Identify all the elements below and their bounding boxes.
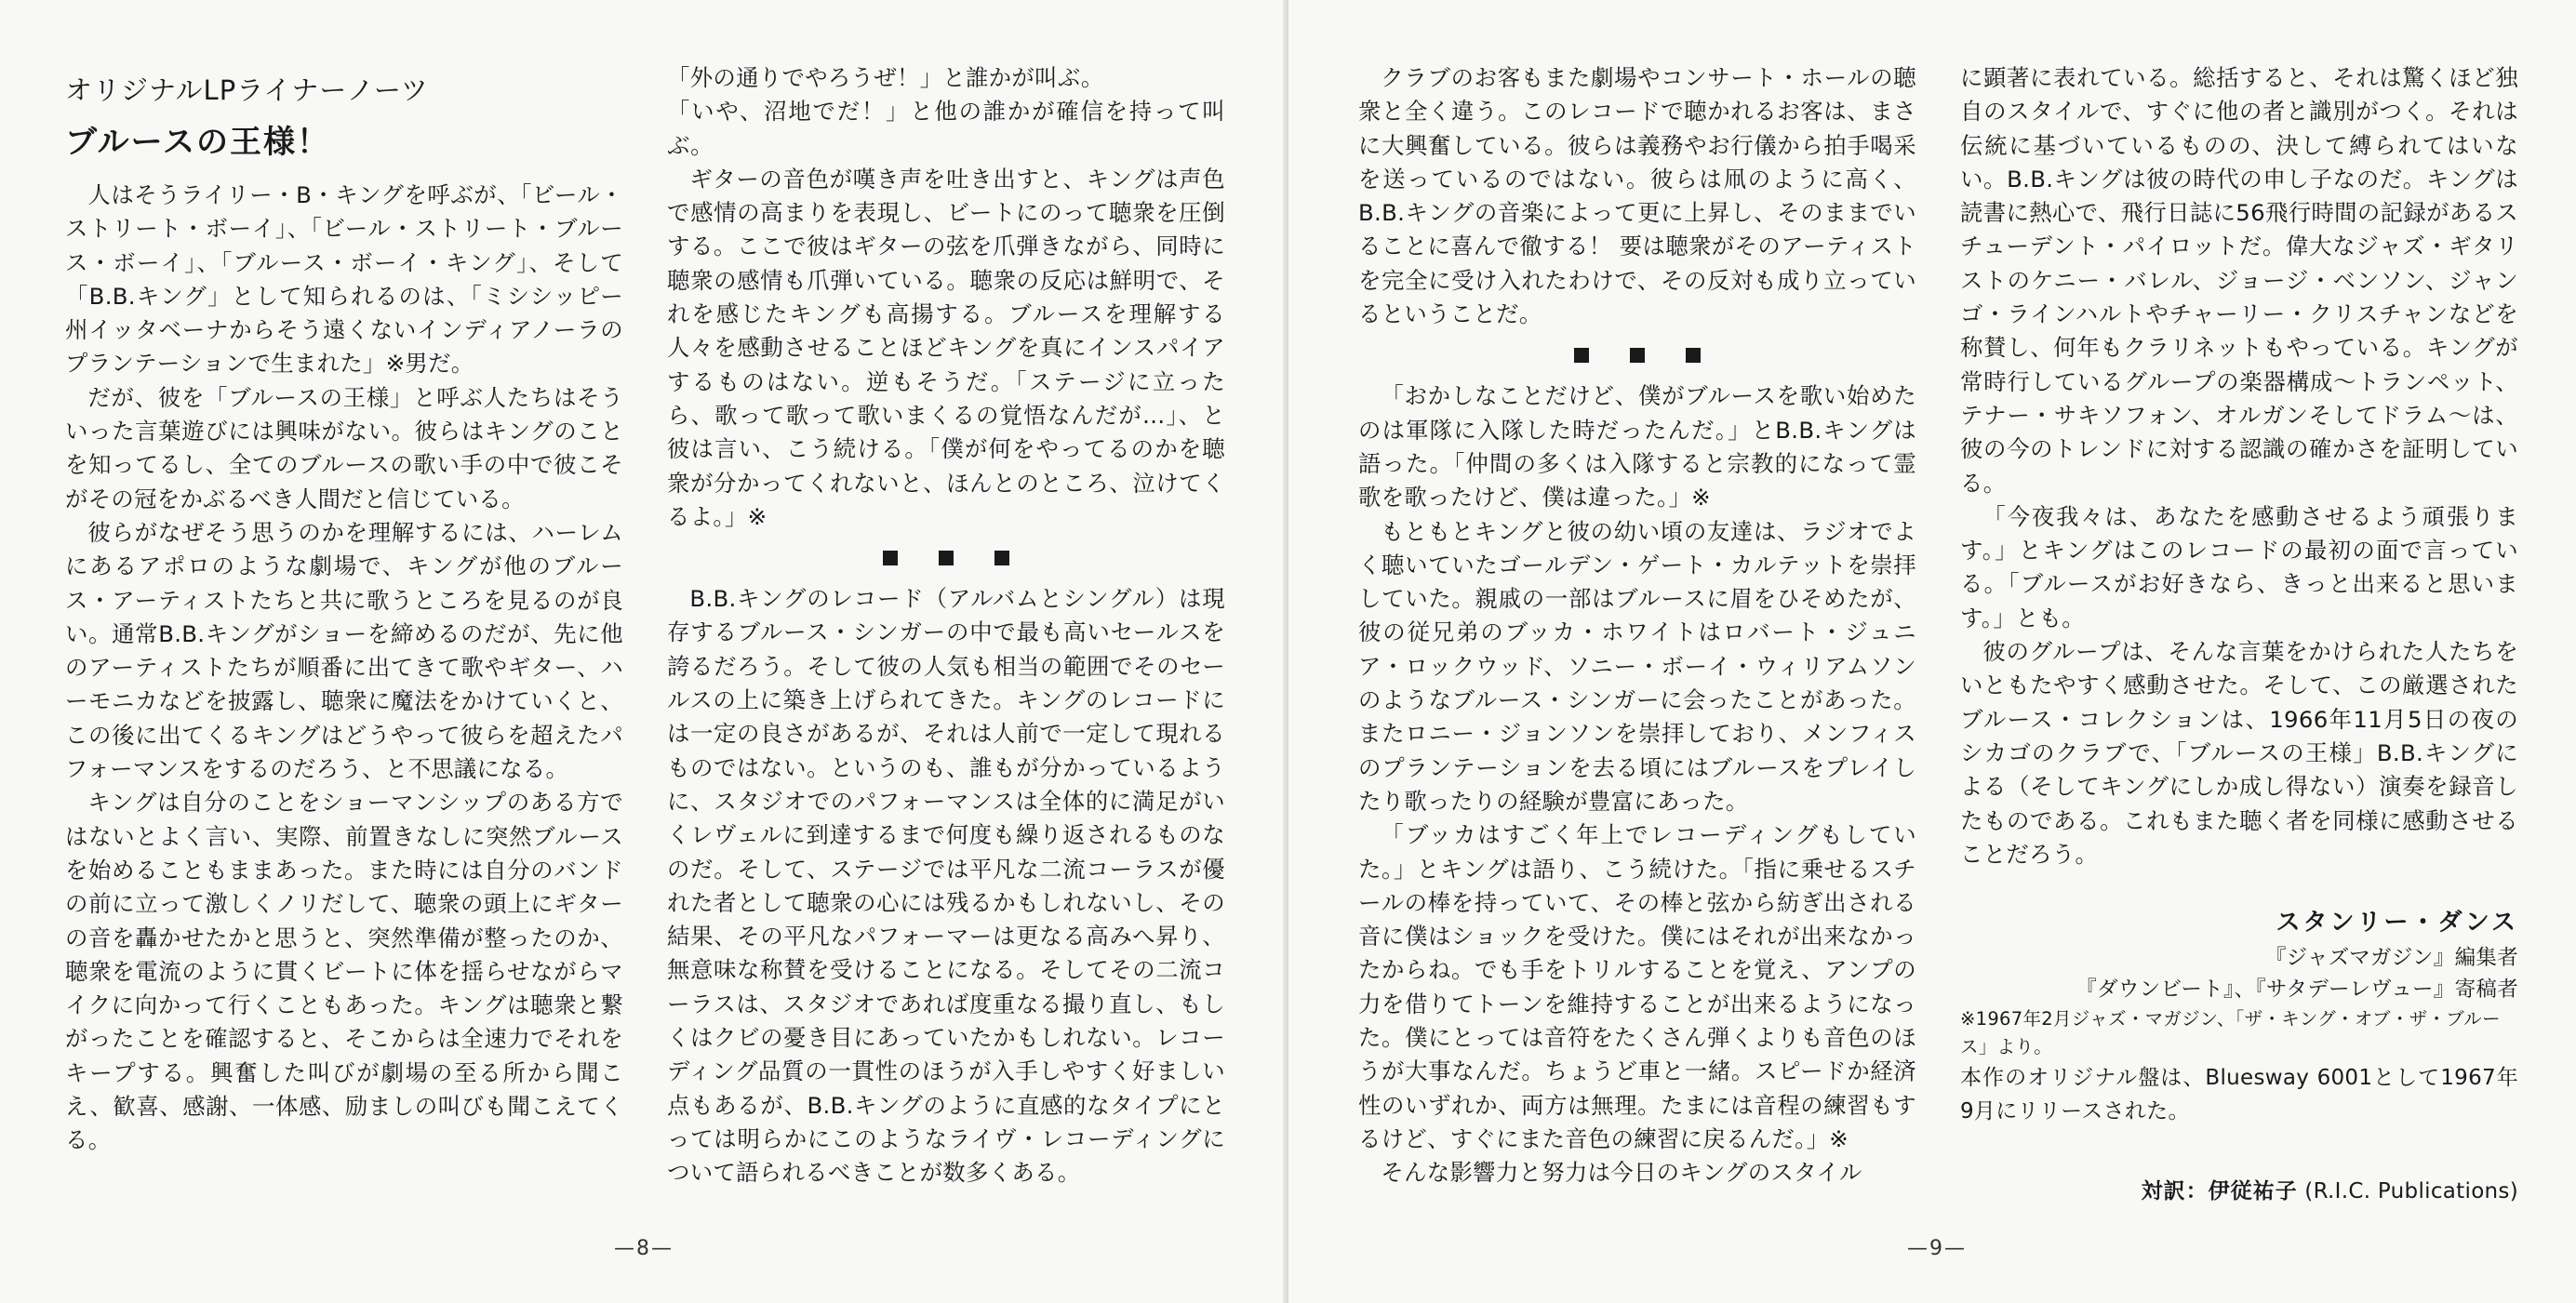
paragraph: 「ブッカはすごく年上でレコーディングもしていた。」とキングは語り、こう続けた。「指に乗せるスチールの棒を持っていて、その棒と弦から紡ぎ出される音に僕はショックを受けた。僕にはそれが出来なかったからね。でも手をトリルすることを覚え、アンプの力を借りてトーンを維持することが出来るようになった。僕にとっては音符をたくさん弾くよりも音色のほうが大事なんだ。ちょうど車と一緒。スピードか経済性のいずれか、両方は無理。たまには音程の練習もするけど、すぐにまた音色の練習に戻るんだ。」※ (1358, 821, 1916, 1152)
left-column-1 (65, 61, 623, 1158)
page-number: —8— (614, 1237, 674, 1260)
source-note: ※1967年2月ジャズ・マガジン、「ザ・キング・オブ・ザ・ブルース」より。 (1960, 1008, 2501, 1058)
translator-org: (R.I.C. Publications) (2304, 1179, 2518, 1204)
paragraph: 人はそうライリー・B・キングを呼ぶが、「ビール・ストリート・ボーイ」、「ビール・ストリート・ブルース・ボーイ」、「ブルース・ボーイ・キング」、そして「B.B.キング」として知られるのは、「ミシシッピー州イッタベーナからそう遠くないインディアノーラのプランテーションで生まれた」※男だ。 (65, 181, 623, 378)
paragraph: もともとキングと彼の幼い頃の友達は、ラジオでよく聴いていたゴールデン・ゲート・カルテットを崇拝していた。親戚の一部はブルースに眉をひそめたが、彼の従兄弟のブッカ・ホワイトはロバート・ジュニア・ロックウッド、ソニー・ボーイ・ウィリアムソンのようなブルース・シンガーに会ったことがあった。またロニー・ジョンソンを崇拝しており、メンフィスのプランテーションを去る頃にはブルースをプレイしたり歌ったりの経験が豊富にあった。 (1358, 517, 1916, 815)
section-heading: オリジナルLPライナーノーツ (65, 74, 429, 106)
section-separator (667, 541, 1225, 575)
paragraph: クラブのお客もまた劇場やコンサート・ホールの聴衆と全く違う。このレコードで聴かれるお客は、まさに大興奮している。彼らは義務やお行儀から拍手喝采を送っているのではない。彼らは凧のように高く、B.B.キングの音楽によって更に上昇し、そのままでいることに喜んで徹する！ 要は聴衆がそのアーティストを完全に受け入れたわけで、その反対も成り立っているということだ。 (1358, 64, 1916, 328)
page-number: —9— (1907, 1237, 1967, 1260)
author-role: 『ジャズマガジン』編集者 (2264, 946, 2518, 971)
paragraph: 「いや、沼地でだ！」と他の誰かが確信を持って叫ぶ。 (667, 98, 1225, 159)
paragraph: 「外の通りでやろうぜ！」と誰かが叫ぶ。 (667, 64, 1104, 91)
paragraph: 「おかしなことだけど、僕がブルースを歌い始めたのは軍隊に入隊した時だったんだ。」とB.B.キングは語った。「仲間の多くは入隊すると宗教的になって霊歌を歌ったけど、僕は違った。」※ (1358, 382, 1916, 512)
author-name: スタンリー・ダンス (2276, 909, 2518, 937)
section-separator (1358, 339, 1916, 372)
left-column-2 (667, 61, 1225, 1190)
right-column-1 (1358, 61, 1916, 1190)
paragraph: 彼のグループは、そんな言葉をかけられた人たちをいともたやすく感動させた。そして、この厳選されたブルース・コレクションは、1966年11月5日の夜のシカゴのクラブで、「ブルースの王様」B.B.キングによる（そしてキングにしか成し得ない）演奏を録音したものである。これもまた聴く者を同様に感動させることだろう。 (1960, 638, 2518, 868)
paragraph: そんな影響力と努力は今日のキングのスタイル (1381, 1159, 1862, 1187)
paragraph: に顕著に表れている。総括すると、それは驚くほど独自のスタイルで、すぐに他の者と識別がつく。それは伝統に基づいているものの、決して縛られてはいない。B.B.キングは彼の時代の申し子なのだ。キングは読書に熱心で、飛行日誌に56飛行時間の記録があるスチューデント・パイロットだ。偉大なジャズ・ギタリストのケニー・バレル、ジョージ・ベンソン、ジャンゴ・ラインハルトやチャーリー・クリスチャンなどを称賛し、何年もクラリネットもやっている。キングが常時行しているグループの楽器構成～トランペット、テナー・サキソフォン、オルガンそしてドラム～は、彼の今のトレンドに対する認識の確かさを証明している。 (1960, 64, 2518, 497)
paragraph: キングは自分のことをショーマンシップのある方ではないとよく言い、実際、前置きなしに突然ブルースを始めることもままあった。また時には自分のバンドの前に立って激しくノリだして、聴衆の頭上にギターの音を轟かせたかと思うと、突然準備が整ったのか、聴衆を電流のように貫くビートに体を揺らせながらマイクに向かって行くこともあった。キングは聴衆と繋がったことを確認すると、そこからは全速力でそれをキープする。興奮した叫びが劇場の至る所から聞こえ、歓喜、感謝、一体感、励ましの叫びも聞こえてくる。 (65, 789, 623, 1154)
author-role: 『ダウンビート』、『サタデーレヴュー』寄稿者 (2075, 977, 2518, 1003)
paragraph: ギターの音色が嘆き声を吐き出すと、キングは声色で感情の高まりを表現し、ビートにのって聴衆を圧倒する。ここで彼はギターの弦を爪弾きながら、同時に聴衆の感情も爪弾いている。聴衆の反応は鮮明で、それを感じたキングも高揚する。ブルースを理解する人々を感動させることほどキングを真にインスパイアするものはない。逆もそうだ。「ステージに立ったら、歌って歌って歌いまくるの覚悟なんだが…」、と彼は言い、こう続ける。「僕が何をやってるのかを聴衆が分かってくれないと、ほんとのところ、泣けてくるよ。」※ (667, 165, 1225, 530)
paragraph: B.B.キングのレコード（アルバムとシングル）は現存するブルース・シンガーの中で最も高いセールスを誇るだろう。そして彼の人気も相当の範囲でそのセールスの上に築き上げられてきた。キングのレコードには一定の良さがあるが、それは人前で一定して現れるものではない。というのも、誰もが分かっているように、スタジオでのパフォーマンスは全体的に満足がいくレヴェルに到達するまで何度も繰り返されるものなのだ。そして、ステージでは平凡な二流コーラスが優れた者として聴衆の心には残るかもしれないし、その結果、その平凡なパフォーマーは更なる高みへ昇り、無意味な称賛を受けることになる。そしてその二流コーラスは、スタジオであれば度重なる撮り直し、もしくはクビの憂き目にあっていたかもしれない。レコーディング品質の一貫性のほうが入手しやすく好ましい点もあるが、B.B.キングのように直感的なタイプにとっては明らかにこのようなライヴ・レコーディングについて語られるべきことが数多くある。 (667, 585, 1225, 1187)
article-title: ブルースの王様！ (65, 124, 330, 161)
author-credit (1960, 903, 2518, 1005)
paragraph: 彼らがなぜそう思うのかを理解するには、ハーレムにあるアポロのような劇場で、キングが他のブルース・アーティストたちと共に歌うところを見るのが良い。通常B.B.キングがショーを締めるのだが、先に他のアーティストたちが順番に出てきて歌やギター、ハーモニカなどを披露し、聴衆に魔法をかけていくと、この後に出てくるキングはどうやって彼らを超えたパフォーマンスをするのだろう、と不思議になる。 (65, 518, 623, 783)
right-page (1288, 0, 2576, 1303)
translator-credit (1960, 1175, 2518, 1208)
paragraph: だが、彼を「ブルースの王様」と呼ぶ人たちはそういった言葉遊びには興味がない。彼らはキングのことを知ってるし、全てのブルースの歌い手の中で彼こそがその冠をかぶるべき人間だと信じている。 (65, 383, 623, 512)
paragraph: 「今夜我々は、あなたを感動させるよう頑張ります。」とキングはこのレコードの最初の面で言っている。「ブルースがお好きなら、きっと出来ると思います。」とも。 (1960, 502, 2518, 632)
release-info: 本作のオリジナル盤は、Bluesway 6001として1967年9月にリリースされた。 (1960, 1066, 2518, 1124)
right-column-2 (1960, 61, 2518, 1208)
translator-name: 対訳：伊従祐子 (2141, 1179, 2298, 1204)
